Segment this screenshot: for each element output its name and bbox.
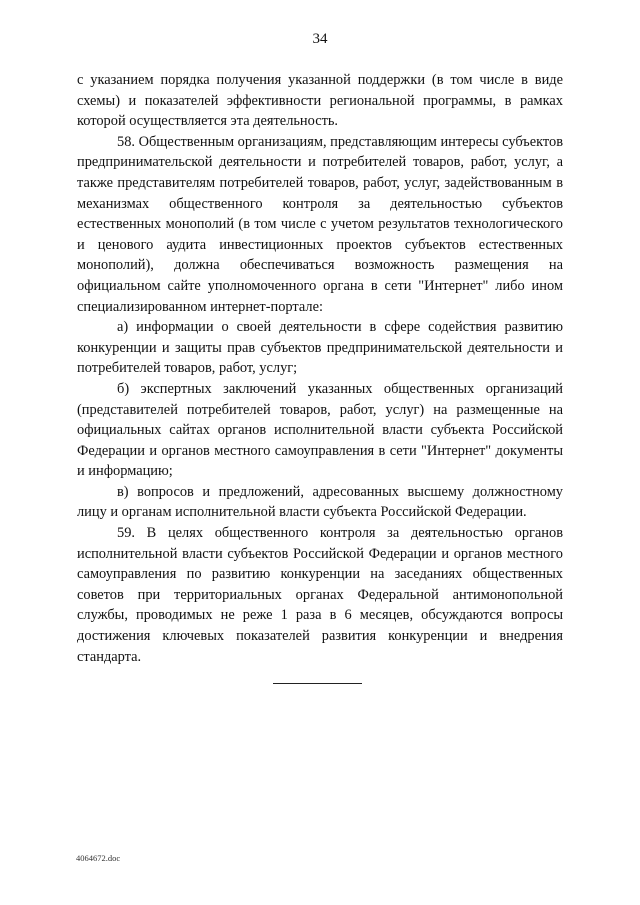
paragraph-continuation: с указанием порядка получения указанной поддержки (в том числе в виде схемы) и показателей эффективности региональной программы, в рамках которой осуществляется эта деятельность. [77,72,563,130]
document-id: 4064672.doc [76,853,121,863]
paragraph-item-58-a: а) информации о своей деятельности в сфере содействия развитию конкуренции и защиты прав субъектов предпринимательской деятельности и потребителей товаров, работ, услуг; [77,319,563,377]
document-body [77,70,563,667]
paragraph-item-58-v: в) вопросов и предложений, адресованных высшему должностному лицу и органам исполнительной власти субъекта Российской Федерации. [77,483,563,521]
end-separator-line [273,683,362,684]
page-number: 34 [312,31,328,47]
paragraph-item-58-b: б) экспертных заключений указанных общественных организаций (представителей потребителей товаров, работ, услуг) на размещенные на официальных сайтах органов исполнительной власти субъекта Российской Федерации и органов местного самоуправления в сети "Интернет" документы и информацию; [77,380,563,480]
paragraph-item-59: 59. В целях общественного контроля за деятельностью органов исполнительной власти субъектов Российской Федерации и органов местного самоуправления по развитию конкуренции на заседаниях общественных советов при территориальных органах Федеральной антимонопольной службы, проводимых не реже 1 раза в 6 месяцев, обсуждаются вопросы достижения ключевых показателей развития конкуренции и внедрения стандарта. [77,525,563,665]
paragraph-item-58: 58. Общественным организациям, представляющим интересы субъектов предпринимательской деятельности и потребителей товаров, работ, услуг, а также представителям потребителей товаров, работ, услуг, задействованным в механизмах общественного контроля за деятельностью субъектов естественных монополий (в том числе с учетом результатов технологического и ценового аудита инвестиционных проектов субъектов естественных монополий), должна обеспечиваться возможность размещения на официальном сайте уполномоченного органа в сети "Интернет" либо ином специализированном интернет-портале: [77,133,564,315]
